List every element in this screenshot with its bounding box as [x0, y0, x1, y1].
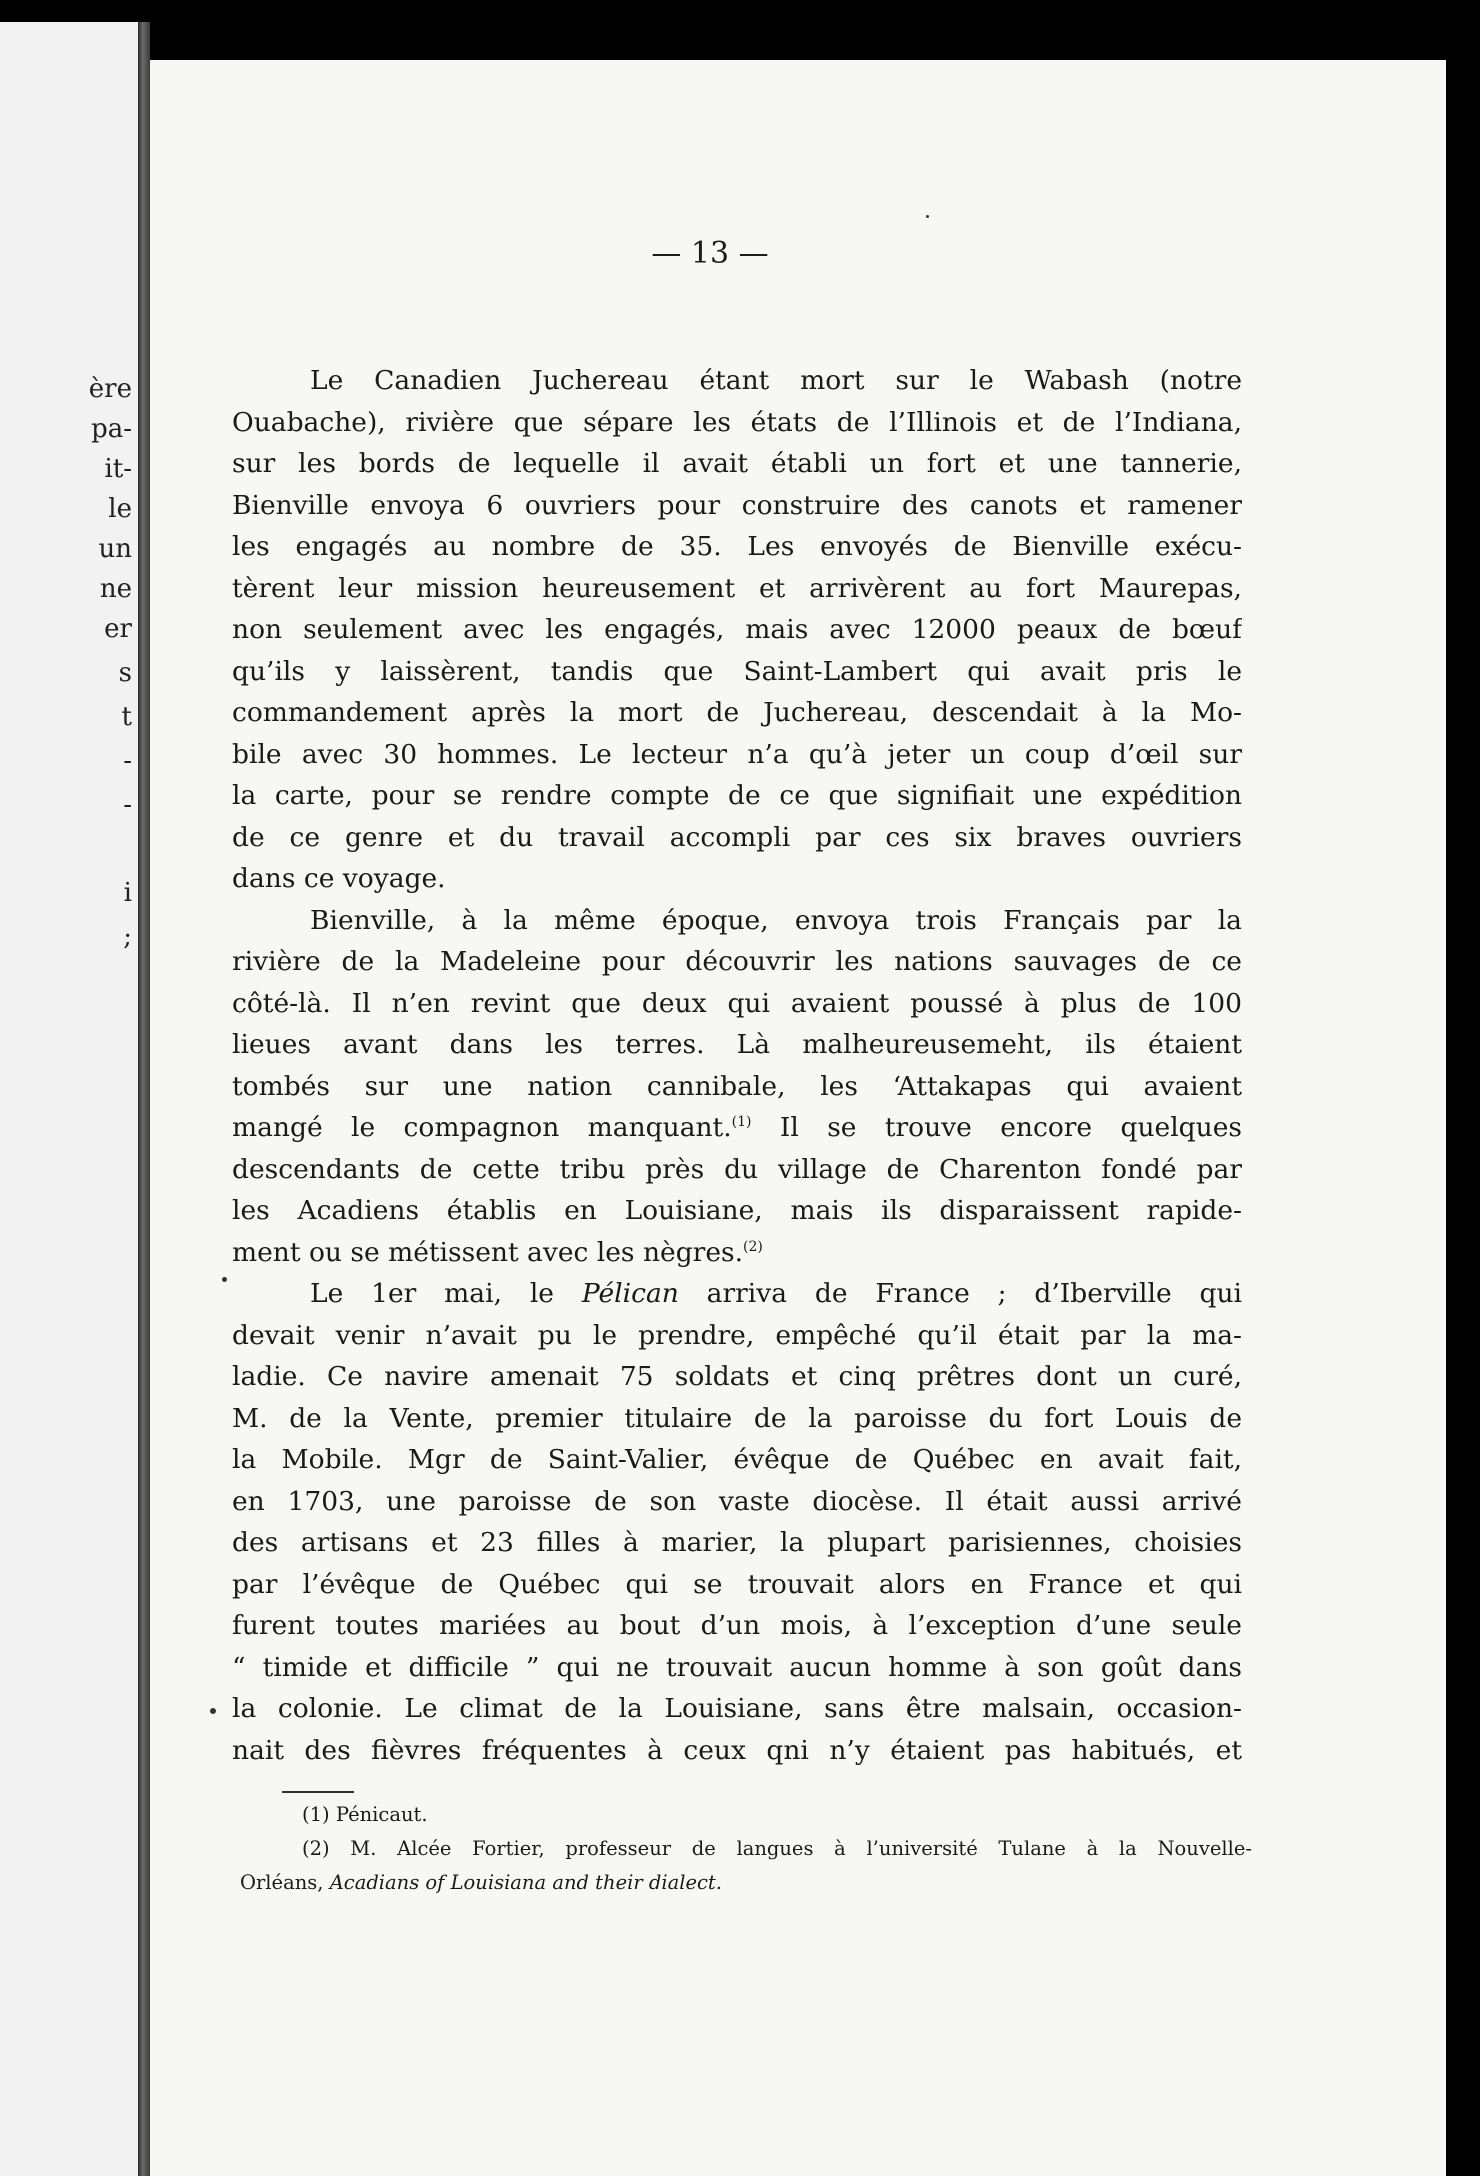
text-line: Bienville envoya 6 ouvriers pour construire des canots et ramener: [232, 489, 1242, 521]
text-line: descendants de cette tribu près du village de Charenton fondé par: [232, 1153, 1242, 1185]
facing-page-fragment: ;: [123, 922, 132, 952]
text-line: Le Canadien Juchereau étant mort sur le Wabash (notre: [310, 365, 1242, 396]
page-number: — 13 —: [651, 236, 769, 271]
text-line: lieues avant dans les terres. Là malheureusemeht, ils étaient: [232, 1029, 1242, 1060]
book-gutter: [138, 22, 150, 2176]
text-line: furent toutes mariées au bout d’un mois, à l’exception d’une seule: [232, 1610, 1242, 1641]
ship-name: Pélican: [581, 1278, 679, 1309]
text-line: de ce genre et du travail accompli par ces six braves ouvriers: [232, 821, 1242, 853]
text-line: la colonie. Le climat de la Louisiane, sans être malsain, occasion-: [232, 1693, 1242, 1724]
text-run: ment ou se métissent avec les nègres.: [232, 1236, 744, 1268]
text-line: bile avec 30 hommes. Le lecteur n’a qu’à jeter un coup d’œil sur: [232, 738, 1242, 770]
footnotes: [240, 1798, 1252, 1900]
footnote-reference[interactable]: (2): [743, 1238, 763, 1255]
facing-page-fragment: er: [104, 614, 132, 644]
text-line: non seulement avec les engagés, mais avec 12000 peaux de bœuf: [232, 614, 1242, 645]
facing-page-fragment: ne: [99, 574, 132, 604]
text-line: nait des fièvres fréquentes à ceux qni n’y étaient pas habitués, et: [232, 1734, 1242, 1766]
text-run: arriva de France ; d’Iberville qui: [706, 1278, 1242, 1309]
text-line: en 1703, une paroisse de son vaste diocèse. Il était aussi arrivé: [232, 1485, 1242, 1517]
text-line: ladie. Ce navire amenait 75 soldats et cinq prêtres dont un curé,: [232, 1361, 1242, 1392]
text-line: dans ce voyage.: [232, 863, 446, 894]
text-line: sur les bords de lequelle il avait établi un fort et une tannerie,: [232, 448, 1242, 479]
print-speck: [210, 1708, 216, 1714]
text-line: la Mobile. Mgr de Saint-Valier, évêque de Québec en avait fait,: [232, 1444, 1242, 1475]
facing-page-fragment: le: [108, 494, 132, 524]
print-speck: [926, 215, 929, 218]
text-run: Le 1er mai, le: [310, 1278, 554, 1309]
text-line: Ouabache), rivière que sépare les états de l’Illinois et de l’Indiana,: [232, 406, 1242, 438]
text-line: par l’évêque de Québec qui se trouvait alors en France et qui: [232, 1568, 1242, 1600]
facing-page-fragment: -: [123, 746, 132, 776]
text-line: tombés sur une nation cannibale, les ‘Attakapas qui avaient: [232, 1070, 1242, 1102]
facing-page-fragment: ère: [88, 374, 132, 404]
facing-page-fragment: pa-: [91, 414, 132, 444]
text-line: rivière de la Madeleine pour découvrir les nations sauvages de ce: [232, 946, 1242, 977]
text-run: mangé le compagnon manquant.: [232, 1112, 732, 1143]
text-line: des artisans et 23 filles à marier, la plupart parisiennes, choisies: [232, 1527, 1242, 1558]
text-line: commandement après la mort de Juchereau, descendait à la Mo-: [232, 697, 1242, 728]
text-line: [232, 1107, 1242, 1149]
facing-page-edge: [0, 22, 138, 2176]
text-line: Bienville, à la même époque, envoya trois Français par la: [310, 904, 1242, 936]
text-line: devait venir n’avait pu le prendre, empêché qu’il était par la ma-: [232, 1319, 1242, 1351]
facing-page-fragment: s: [118, 658, 132, 688]
text-line: qu’ils y laissèrent, tandis que Saint-Lambert qui avait pris le: [232, 655, 1242, 687]
footnote-1: (1) Pénicaut.: [302, 1803, 428, 1826]
text-run: Il se trouve encore quelques: [779, 1112, 1242, 1143]
text-run: Orléans,: [240, 1871, 324, 1894]
text-line: [232, 1273, 1242, 1315]
text-line: les Acadiens établis en Louisiane, mais ils disparaissent rapide-: [232, 1195, 1242, 1226]
footnote-reference[interactable]: (1): [731, 1114, 752, 1130]
footnote-2-continued: [240, 1866, 1252, 1900]
text-line: [232, 1232, 1242, 1274]
text-line: M. de la Vente, premier titulaire de la paroisse du fort Louis de: [232, 1402, 1242, 1434]
facing-page-fragment: t: [121, 702, 132, 732]
cited-work-title: Acadians of Louisiana and their dialect.: [329, 1871, 722, 1894]
facing-page-fragment: -: [123, 790, 132, 820]
facing-page-fragment: it-: [104, 454, 132, 484]
facing-page-fragment: i: [123, 878, 132, 908]
body-text: [232, 360, 1242, 1771]
text-line: tèrent leur mission heureusement et arrivèrent au fort Maurepas,: [232, 572, 1242, 604]
text-line: côté-là. Il n’en revint que deux qui avaient poussé à plus de 100: [232, 987, 1242, 1019]
text-line: la carte, pour se rendre compte de ce que signifiait une expédition: [232, 780, 1242, 811]
facing-page-fragment: un: [98, 534, 132, 564]
print-speck: [222, 1277, 227, 1282]
footnote-rule: [282, 1791, 354, 1793]
text-line: “ timide et difficile ” qui ne trouvait aucun homme à son goût dans: [232, 1651, 1242, 1683]
footnote-2: (2) M. Alcée Fortier, professeur de langues à l’université Tulane à la Nouvelle-: [302, 1837, 1252, 1860]
text-line: les engagés au nombre de 35. Les envoyés de Bienville exécu-: [232, 531, 1242, 562]
